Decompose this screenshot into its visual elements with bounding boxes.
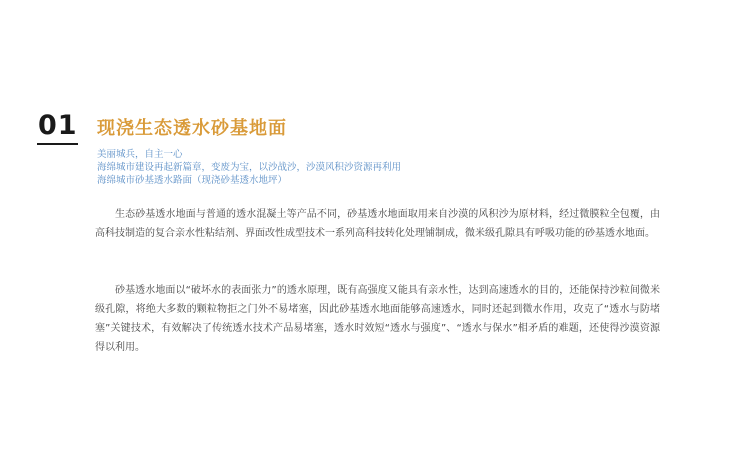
section-number: 01 xyxy=(38,110,78,141)
section-number-underline xyxy=(37,143,78,145)
subtitle-block xyxy=(97,148,401,187)
body-paragraph: 生态砂基透水地面与普通的透水混凝土等产品不同，砂基透水地面取用来自沙漠的风积沙为原材料，经过微膜粒全包覆，由高科技制造的复合亲水性粘结剂、界面改性成型技术一系列高科技转化处理铺制成，微米级孔隙具有呼吸功能的砂基透水地面。 xyxy=(95,209,660,239)
body-paragraph: 砂基透水地面以“破坏水的表面张力”的透水原理，既有高强度又能具有亲水性，达到高速透水的目的，还能保持沙粒间微米级孔隙，将绝大多数的颗粒物拒之门外不易堵塞，因此砂基透水地面能够高速透水，同时还起到微水作用，攻克了“透水与防堵塞”关键技术，有效解决了传统透水技术产品易堵塞，透水时效短“透水与强度”、“透水与保水”相矛盾的难题，还使得沙漠资源得以利用。 xyxy=(95,285,660,353)
subtitle-line: 美丽城兵，自主一心 xyxy=(97,149,183,160)
section-title: 现浇生态透水砂基地面 xyxy=(97,118,287,139)
subtitle-line: 海绵城市砂基透水路面（现浇砂基透水地坪） xyxy=(97,175,288,186)
subtitle-line: 海绵城市建设再起新篇章，变废为宝，以沙战沙，沙漠风积沙资源再利用 xyxy=(97,162,402,173)
